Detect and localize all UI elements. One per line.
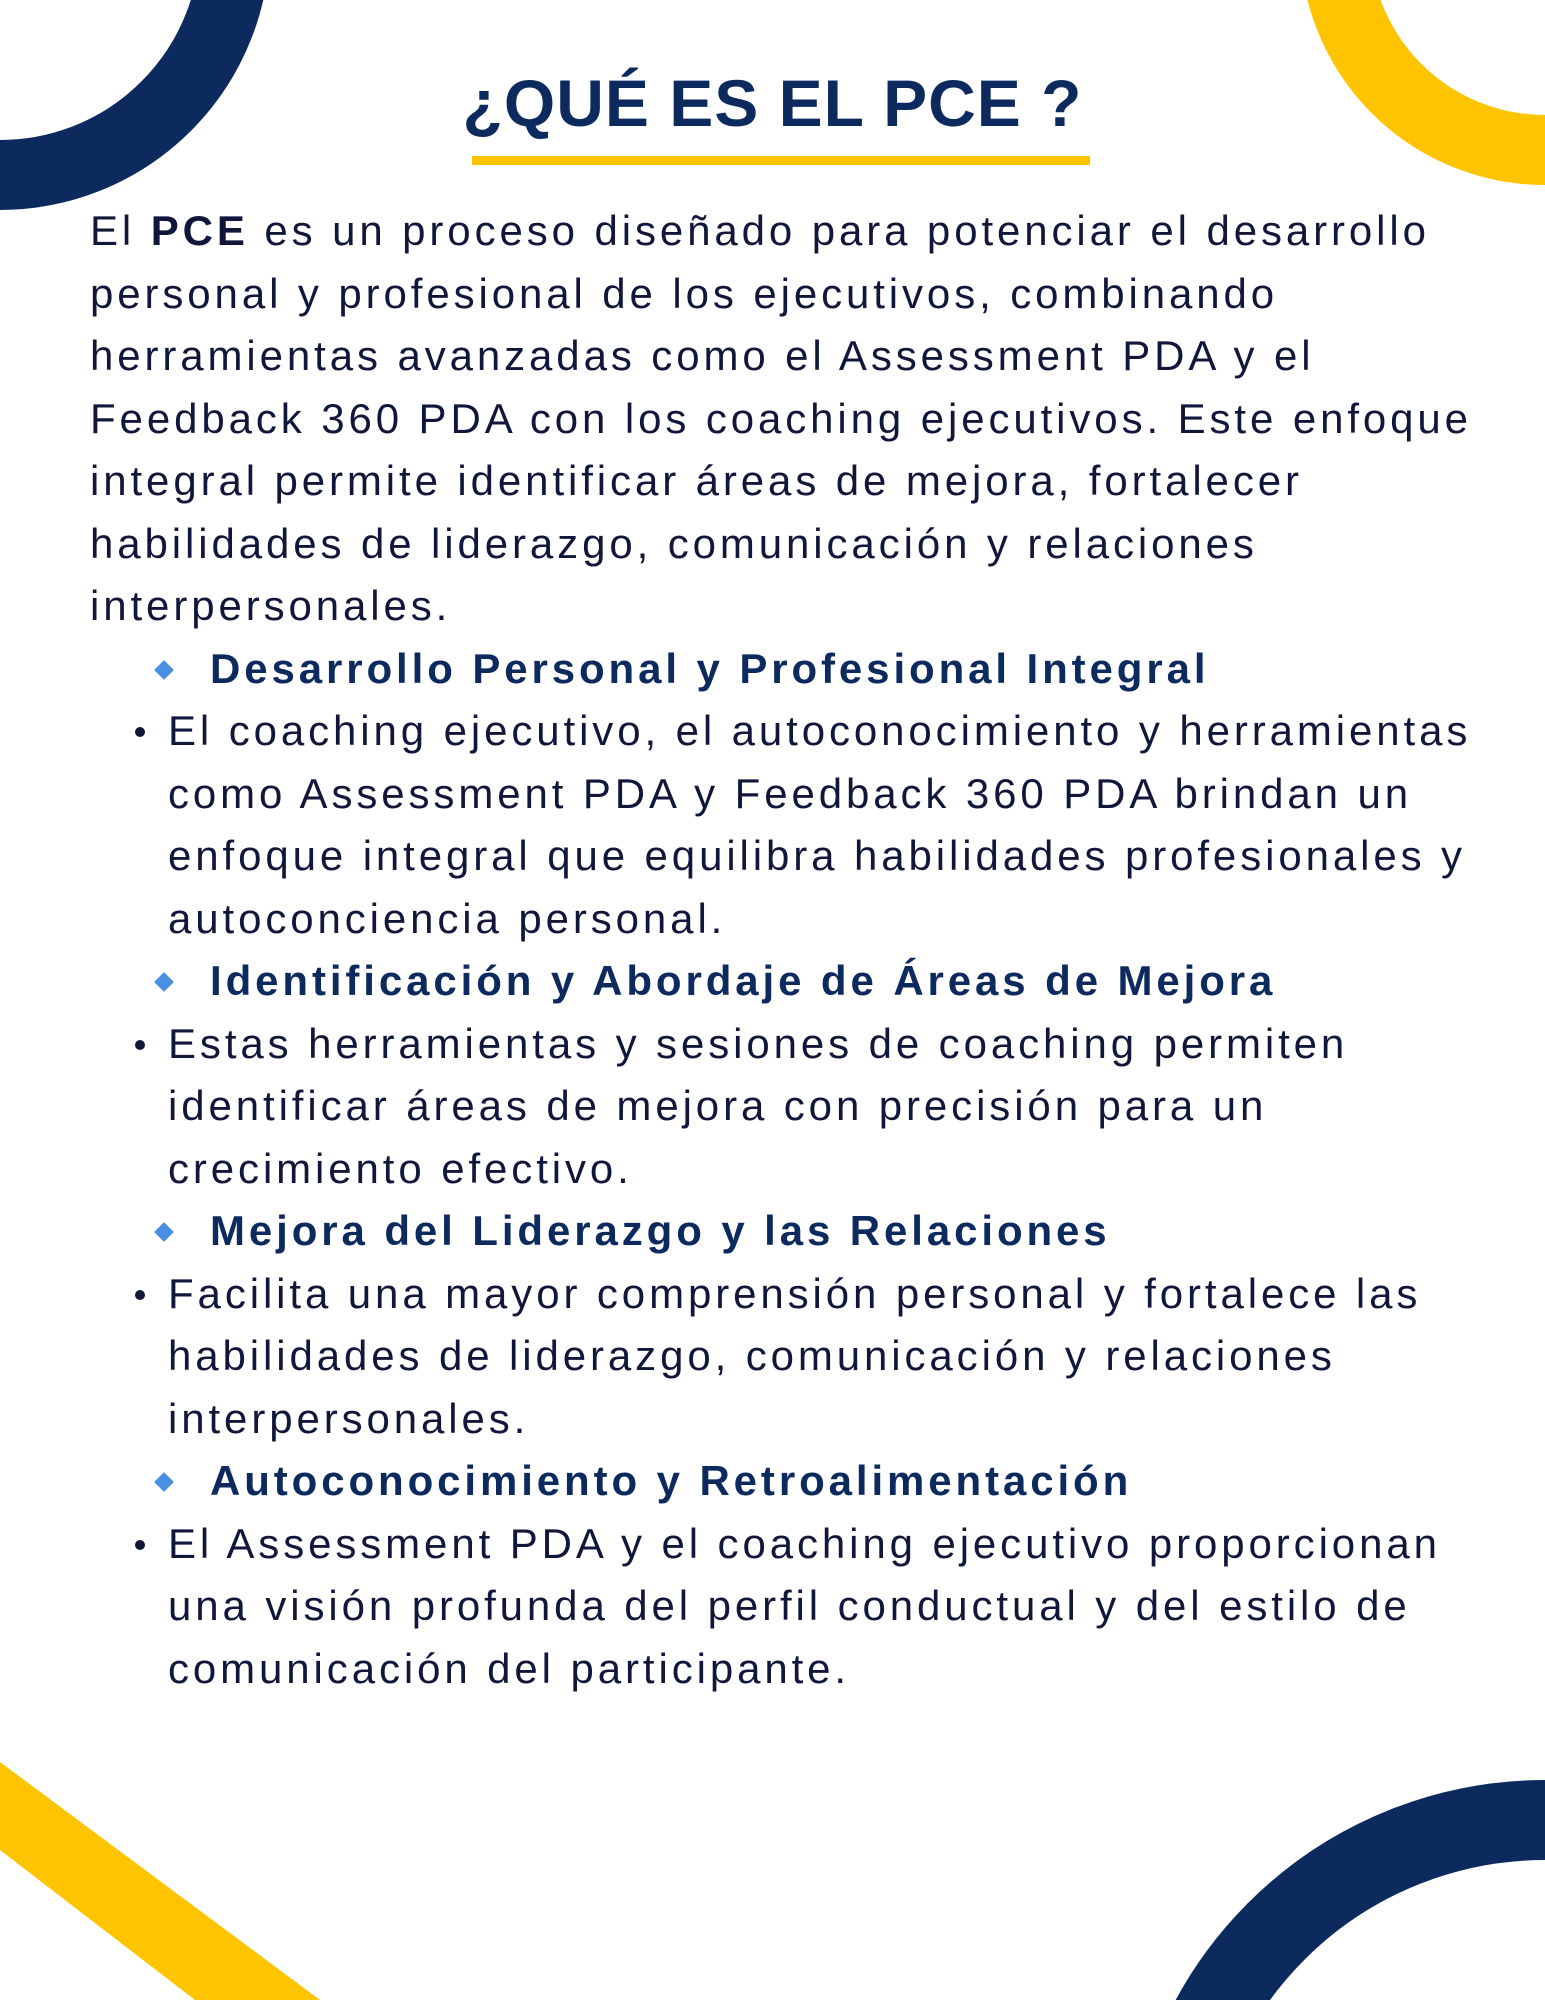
list-item	[90, 1513, 1490, 1701]
bullet-dot-icon	[135, 1290, 145, 1300]
section-heading-desarrollo	[90, 638, 1490, 701]
list-item	[90, 1263, 1490, 1451]
section-heading-text: Desarrollo Personal y Profesional Integral	[210, 644, 1210, 692]
list-item	[90, 1013, 1490, 1201]
title-underline	[472, 156, 1090, 165]
bullet-dot-icon	[135, 727, 145, 737]
page-title: ¿QUÉ ES EL PCE ?	[462, 66, 1083, 140]
section-heading-text: Autoconocimiento y Retroalimentación	[210, 1457, 1133, 1504]
section-heading-text: Identificación y Abordaje de Áreas de Mejora	[210, 957, 1277, 1004]
section-heading-identificacion	[90, 950, 1490, 1013]
content	[90, 200, 1490, 1700]
bullet-dot-icon	[135, 1040, 145, 1050]
list-item-text: Estas herramientas y sesiones de coaching permiten identificar áreas de mejora con precisión para un crecimiento efectivo.	[168, 1019, 1349, 1192]
list-item	[90, 700, 1490, 950]
diamond-icon	[154, 1472, 174, 1492]
intro-bold-acronym: PCE	[150, 207, 249, 254]
list-item-text: Facilita una mayor comprensión personal y fortalece las habilidades de liderazgo, comunicación y relaciones interpersonales.	[168, 1269, 1422, 1442]
list-item-text: El Assessment PDA y el coaching ejecutivo proporcionan una visión profunda del perfil conductual y del estilo de comunicación del participante.	[168, 1519, 1441, 1692]
navy-arc-bottom-right	[1165, 1820, 1545, 2000]
section-heading-text: Mejora del Liderazgo y las Relaciones	[210, 1207, 1111, 1254]
intro-rest: es un proceso diseñado para potenciar el desarrollo personal y profesional de los ejecutivos, combinando herramientas avanzadas como el Assessment PDA y el Feedback 360 PDA con los coaching ejecutivos. Este enfoque integral permite identificar áreas de mejora, fortalecer habilidades de liderazgo, comunicación y relaciones interpersonales.	[90, 207, 1472, 629]
bullet-dot-icon	[135, 1540, 145, 1550]
diamond-icon	[154, 972, 174, 992]
section-heading-liderazgo	[90, 1200, 1490, 1263]
intro-paragraph	[90, 200, 1490, 638]
diamond-icon	[154, 660, 174, 680]
title-container	[0, 62, 1545, 145]
intro-lead: El	[90, 207, 151, 254]
diamond-icon	[154, 1222, 174, 1242]
list-item-text: El coaching ejecutivo, el autoconocimiento y herramientas como Assessment PDA y Feedback 360 PDA brindan un enfoque integral que equilibra habilidades profesionales y autoconciencia personal.	[168, 707, 1472, 942]
section-heading-autoconocimiento	[90, 1450, 1490, 1513]
yellow-stripe-bottom-left	[0, 1762, 320, 2000]
